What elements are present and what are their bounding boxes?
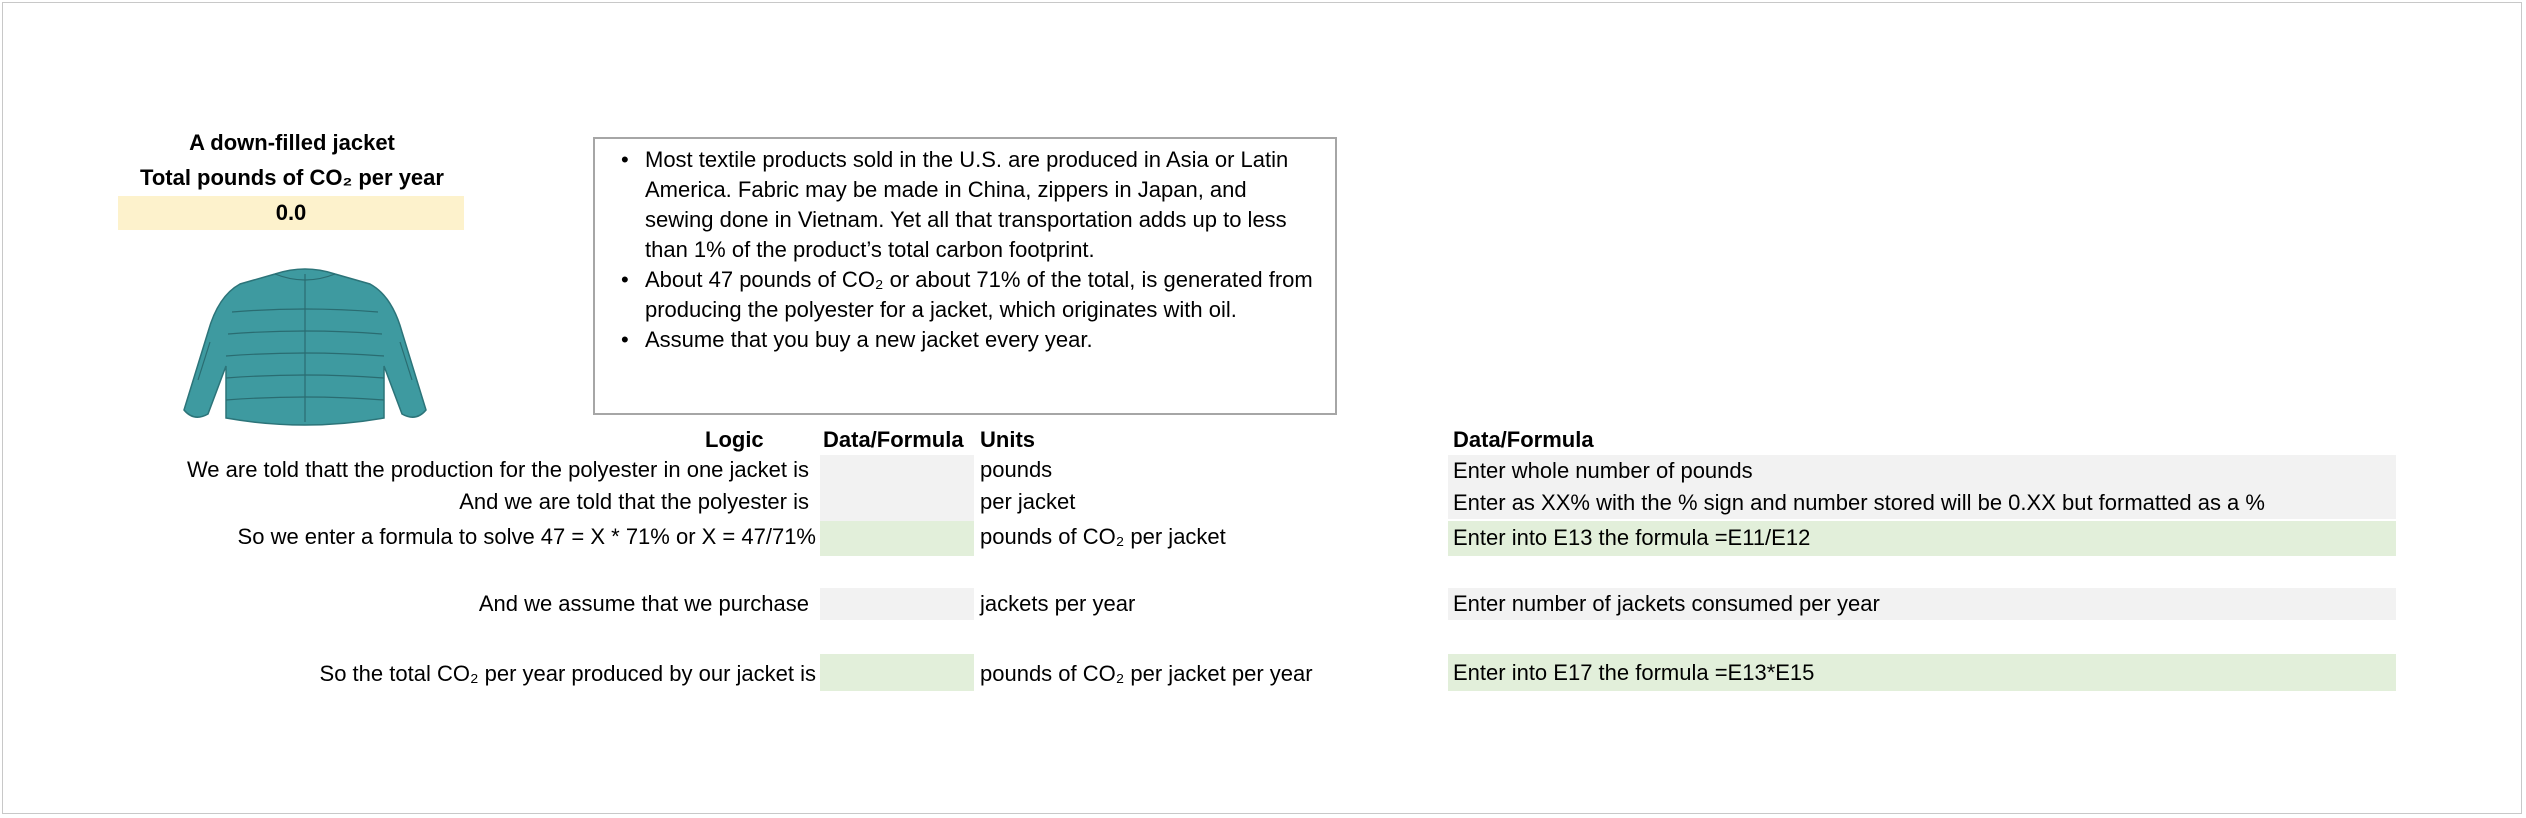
note-bullet: • Most textile products sold in the U.S. are produced in Asia or Latin America. Fabric may be made in China, zippers in Japan, and sewing done in Vietnam. Yet all that transportation adds up to less than 1% of the product’s total carbon footprint. xyxy=(609,145,1315,265)
row-instruction: Enter into E13 the formula =E11/E12 xyxy=(1448,521,2396,556)
header-units: Units xyxy=(980,427,1035,452)
formula-cell-total-co2[interactable] xyxy=(820,654,974,691)
row-logic: And we assume that we purchase xyxy=(478,591,809,616)
input-cell-jackets[interactable] xyxy=(820,588,974,620)
row-units: per jacket xyxy=(980,489,1076,514)
row-units: pounds of CO₂ per jacket per year xyxy=(980,661,1313,686)
row-logic: So we enter a formula to solve 47 = X * 71% or X = 47/71% xyxy=(237,524,816,549)
card-subtitle: Total pounds of CO₂ per year xyxy=(140,165,444,190)
note-bullet: • Assume that you buy a new jacket every year. xyxy=(609,325,1315,355)
header-logic: Logic xyxy=(705,427,764,452)
row-instruction: Enter whole number of pounds xyxy=(1448,455,2396,487)
row-instruction: Enter as XX% with the % sign and number stored will be 0.XX but formatted as a % xyxy=(1448,487,2396,519)
row-logic: And we are told that the polyester is xyxy=(459,489,809,514)
formula-cell-co2-per-jacket[interactable] xyxy=(820,521,974,556)
row-logic: We are told thatt the production for the polyester in one jacket is xyxy=(186,457,809,482)
row-units: pounds xyxy=(980,457,1053,482)
row-instruction: Enter number of jackets consumed per year xyxy=(1448,588,2396,620)
jacket-image xyxy=(170,262,440,432)
notes-textbox xyxy=(593,137,1337,415)
row-units: jackets per year xyxy=(980,591,1136,616)
header-data-formula: Data/Formula xyxy=(823,427,964,452)
note-bullet: • About 47 pounds of CO₂ or about 71% of the total, is generated from producing the polyester for a jacket, which originates with oil. xyxy=(609,265,1315,325)
card-title: A down-filled jacket xyxy=(189,130,395,155)
total-co2-cell[interactable]: 0.0 xyxy=(118,196,464,230)
header-data-formula-right: Data/Formula xyxy=(1453,427,1594,452)
input-cell-pounds[interactable] xyxy=(820,455,974,521)
row-instruction: Enter into E17 the formula =E13*E15 xyxy=(1448,654,2396,691)
row-units: pounds of CO₂ per jacket xyxy=(980,524,1226,549)
row-logic: So the total CO₂ per year produced by our jacket is xyxy=(319,661,816,686)
